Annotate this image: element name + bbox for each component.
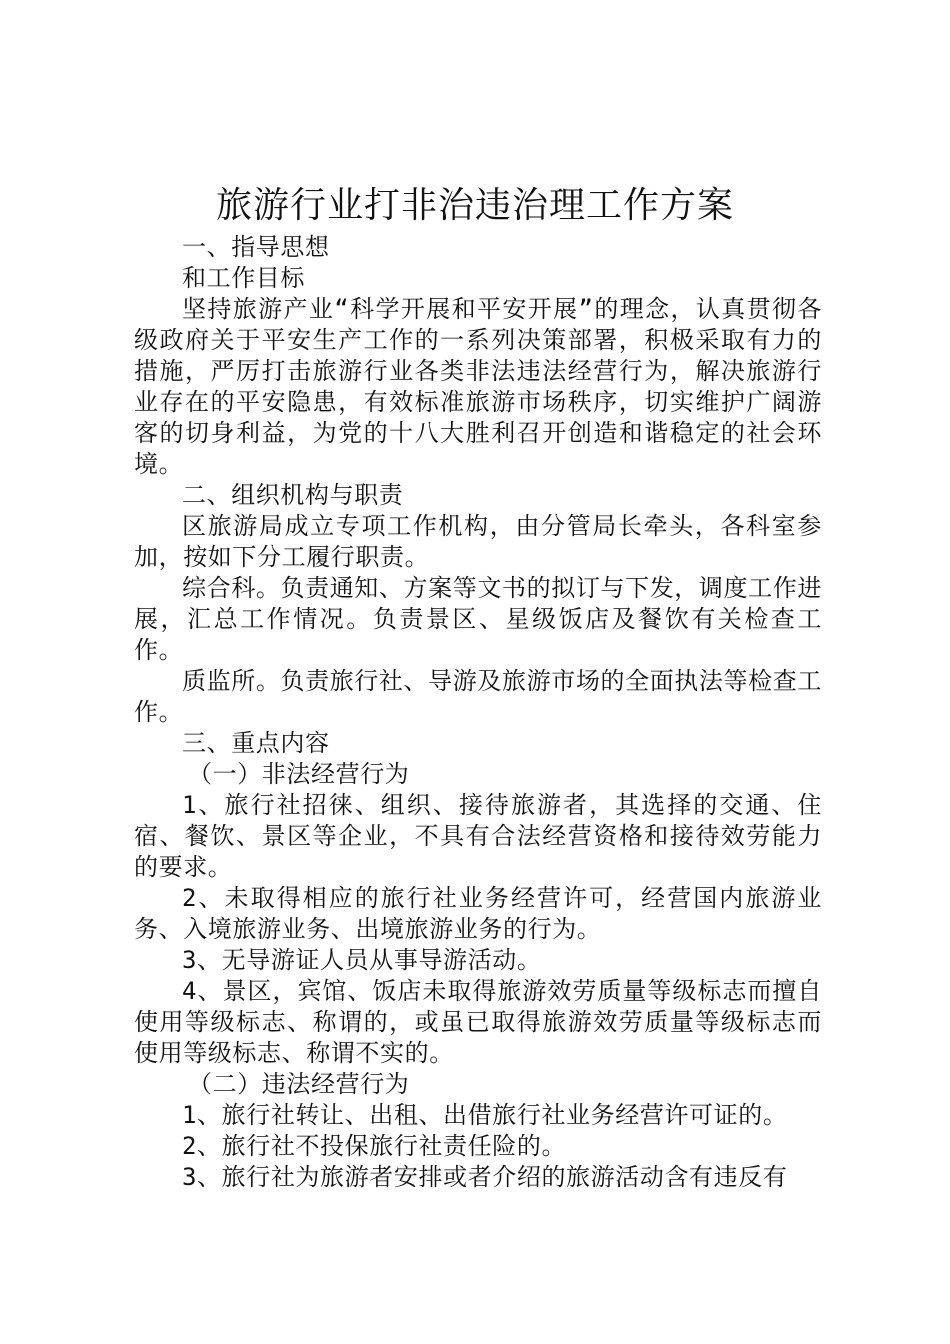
list-item: 3、无导游证人员从事导游活动。	[182, 946, 542, 974]
document-title: 旅游行业打非治违治理工作方案	[215, 185, 734, 226]
paragraph: 综合科。负责通知、方案等文书的拟订与下发，调度工作进展，汇总工作情况。负责景区、星级饭店及餐饮有关检查工作。	[134, 574, 822, 664]
list-item: 1、旅行社转让、出租、出借旅行社业务经营许可证的。	[182, 1101, 788, 1129]
section-heading: 三、重点内容	[182, 729, 330, 757]
list-item: 2、旅行社不投保旅行社责任险的。	[182, 1132, 567, 1160]
section-heading: 二、组织机构与职责	[182, 481, 404, 509]
paragraph: 区旅游局成立专项工作机构，由分管局长牵头，各科室参加，按如下分工履行职责。	[134, 512, 822, 571]
subsection-heading: （一）非法经营行为	[188, 760, 410, 788]
list-item: 2、未取得相应的旅行社业务经营许可，经营国内旅游业务、入境旅游业务、出境旅游业务的行为。	[134, 884, 822, 943]
section-heading: 一、指导思想	[182, 233, 330, 261]
document-body	[134, 232, 822, 1193]
list-item: 3、旅行社为旅游者安排或者介绍的旅游活动含有违反有	[182, 1163, 788, 1191]
section-heading-continuation: 和工作目标	[182, 264, 305, 292]
paragraph: 质监所。负责旅行社、导游及旅游市场的全面执法等检查工作。	[134, 667, 822, 726]
list-item: 1、旅行社招徕、组织、接待旅游者，其选择的交通、住宿、餐饮、景区等企业，不具有合法经营资格和接待效劳能力的要求。	[134, 791, 822, 881]
subsection-heading: （二）违法经营行为	[188, 1070, 410, 1098]
list-item: 4、景区，宾馆、饭店未取得旅游效劳质量等级标志而擅自使用等级标志、称谓的，或虽已取得旅游效劳质量等级标志而使用等级标志、称谓不实的。	[134, 977, 822, 1067]
paragraph: 坚持旅游产业“科学开展和平安开展”的理念，认真贯彻各级政府关于平安生产工作的一系列决策部署，积极采取有力的措施，严厉打击旅游行业各类非法违法经营行为，解决旅游行业存在的平安隐患，有效标准旅游市场秩序，切实维护广阔游客的切身利益，为党的十八大胜利召开创造和谐稳定的社会环境。	[134, 295, 822, 478]
